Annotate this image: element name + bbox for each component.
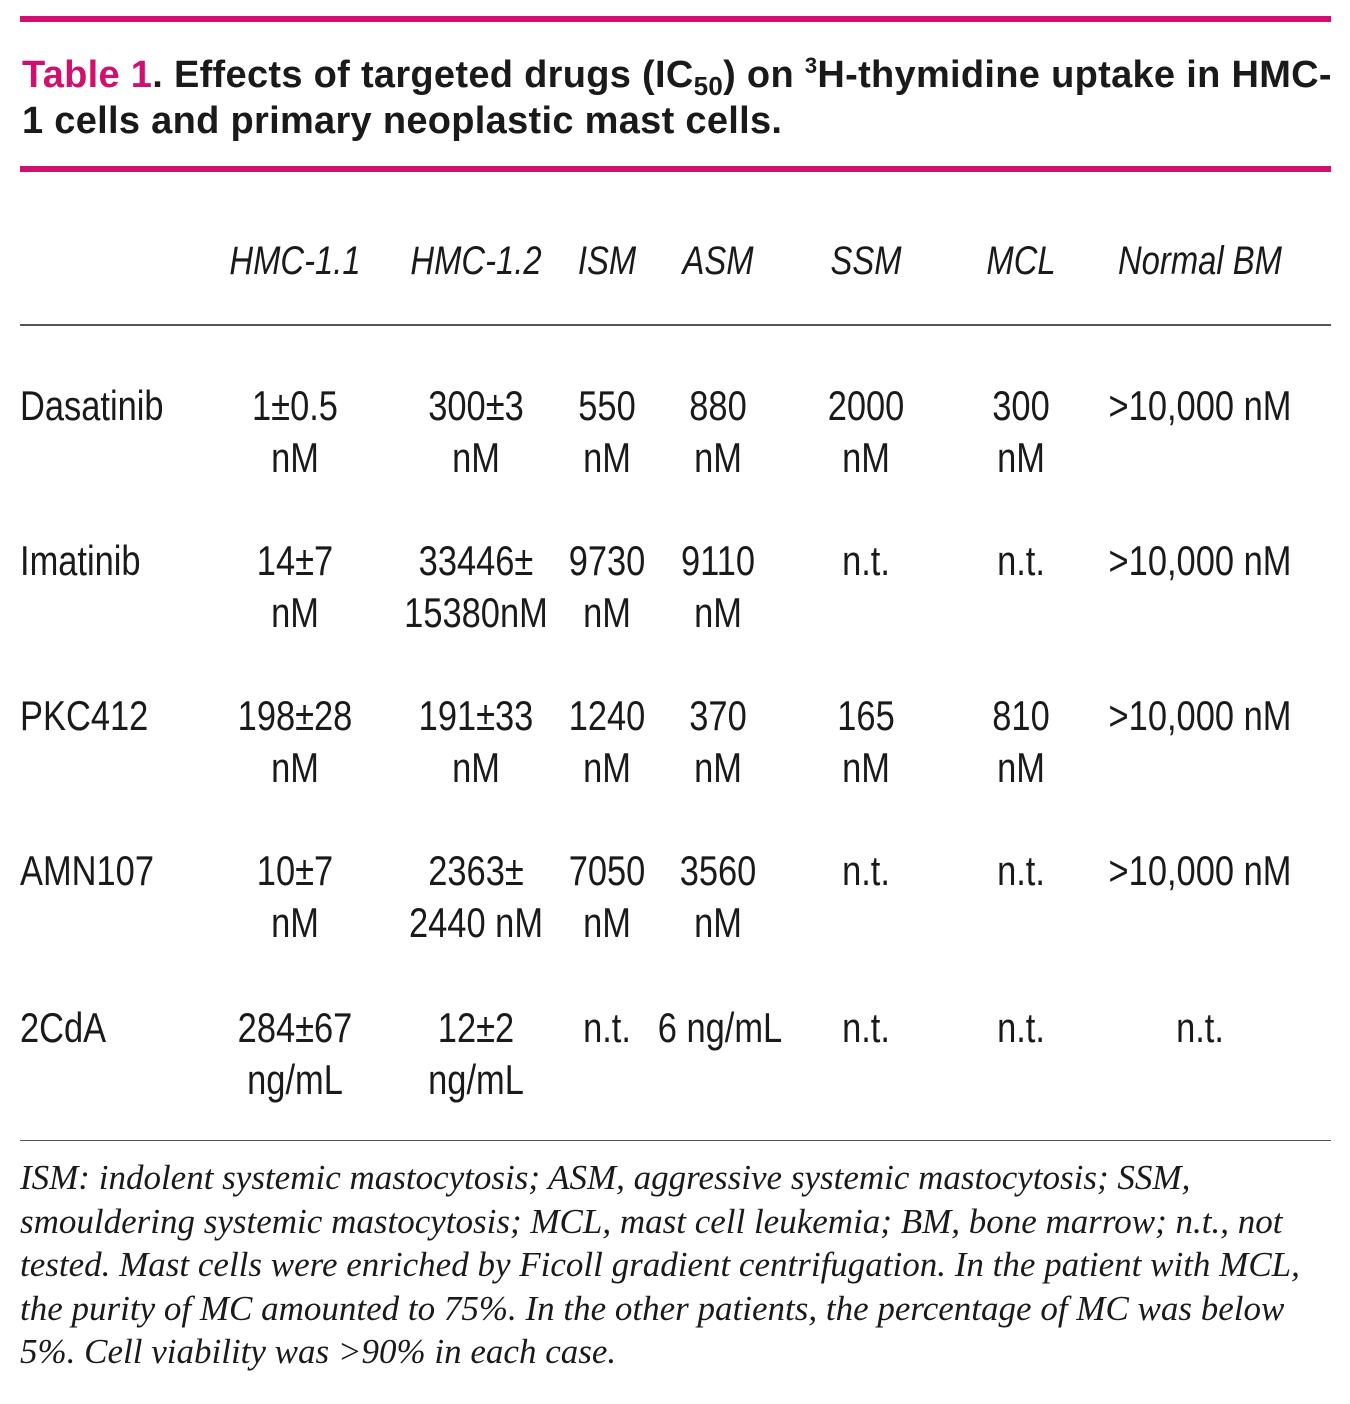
table-cell: 165 nM bbox=[837, 692, 895, 791]
table-cell: 12±2 ng/mL bbox=[428, 1004, 524, 1103]
table-cell: n.t. bbox=[997, 537, 1045, 584]
caption-text-2: ) on bbox=[723, 54, 805, 96]
table-cell: >10,000 nM bbox=[1108, 537, 1292, 584]
column-header-ssm: SSM bbox=[830, 239, 902, 283]
table-cell: >10,000 nM bbox=[1108, 847, 1292, 894]
row-label-imatinib: Imatinib bbox=[20, 537, 141, 584]
table-cell: n.t. bbox=[842, 847, 890, 894]
table-cell: 3560 nM bbox=[679, 847, 757, 946]
table-label: Table 1 bbox=[22, 54, 153, 96]
table-cell: n.t. bbox=[1176, 1004, 1224, 1051]
table-cell: 7050 nM bbox=[568, 847, 646, 946]
table-cell: n.t. bbox=[997, 847, 1045, 894]
table-cell: n.t. bbox=[997, 1004, 1045, 1051]
caption-superscript: 3 bbox=[804, 53, 818, 78]
table-cell: 33446± 15380nM bbox=[404, 537, 548, 636]
table-cell: 300 nM bbox=[992, 382, 1050, 481]
column-header-hmc-1-1: HMC-1.1 bbox=[229, 239, 361, 283]
caption-text-3: H-thymidine uptake in HMC-1 cells and primary neoplastic mast cells. bbox=[22, 54, 1332, 142]
row-label-dasatinib: Dasatinib bbox=[20, 382, 164, 429]
table-cell: 550 nM bbox=[578, 382, 636, 481]
table-cell: >10,000 nM bbox=[1108, 382, 1292, 429]
row-label-amn107: AMN107 bbox=[20, 847, 154, 894]
table-footnote: ISM: indolent systemic mastocytosis; ASM, aggressive systemic mastocytosis; SSM, smouldering systemic mastocytosis; MCL, mast cell leukemia; BM, bone marrow; n.t., not tested. Mast cells were enriched by Ficoll gradient centrifugation. In the patient with MCL, the purity of MC amounted to 75%. In the other patients, the percentage of MC was below 5%. Cell viability was >90% in each case. bbox=[20, 1158, 1300, 1371]
row-label-2cda: 2CdA bbox=[20, 1004, 107, 1051]
column-header-mcl: MCL bbox=[986, 239, 1056, 283]
table-cell: 10±7 nM bbox=[256, 847, 334, 946]
table-cell: n.t. bbox=[842, 537, 890, 584]
table-cell: 370 nM bbox=[689, 692, 747, 791]
table-cell: 198±28 nM bbox=[237, 692, 353, 791]
table-cell: 2363± 2440 nM bbox=[408, 847, 544, 946]
column-header-hmc-1-2: HMC-1.2 bbox=[410, 239, 542, 283]
table-cell: 9110 nM bbox=[680, 537, 756, 636]
row-label-pkc412: PKC412 bbox=[20, 692, 149, 739]
caption-text-1: . Effects of targeted drugs (IC bbox=[152, 54, 694, 96]
table-cell: 300±3 nM bbox=[428, 382, 524, 481]
table-cell: 2000 nM bbox=[827, 382, 905, 481]
table-bottom-rule bbox=[20, 1140, 1331, 1141]
table-cell: 9730 nM bbox=[568, 537, 646, 636]
table-cell: >10,000 nM bbox=[1108, 692, 1292, 739]
table-cell: 14±7 nM bbox=[256, 537, 334, 636]
table-cell: n.t. bbox=[842, 1004, 890, 1051]
table-cell: 1240 nM bbox=[568, 692, 646, 791]
table-cell: 1±0.5 nM bbox=[252, 382, 338, 481]
table-cell: n.t. bbox=[583, 1004, 631, 1051]
column-header-normal-bm: Normal BM bbox=[1117, 239, 1283, 283]
header-rule bbox=[20, 324, 1331, 326]
caption-subscript: 50 bbox=[693, 71, 724, 101]
table-cell: 284±67 ng/mL bbox=[237, 1004, 353, 1103]
table-cell: 810 nM bbox=[992, 692, 1050, 791]
table-cell: 191±33 nM bbox=[418, 692, 534, 791]
table-cell: 880 nM bbox=[689, 382, 747, 481]
column-header-asm: ASM bbox=[682, 239, 754, 283]
table-cell: 6 ng/mL bbox=[657, 1004, 783, 1051]
column-header-ism: ISM bbox=[577, 239, 637, 283]
